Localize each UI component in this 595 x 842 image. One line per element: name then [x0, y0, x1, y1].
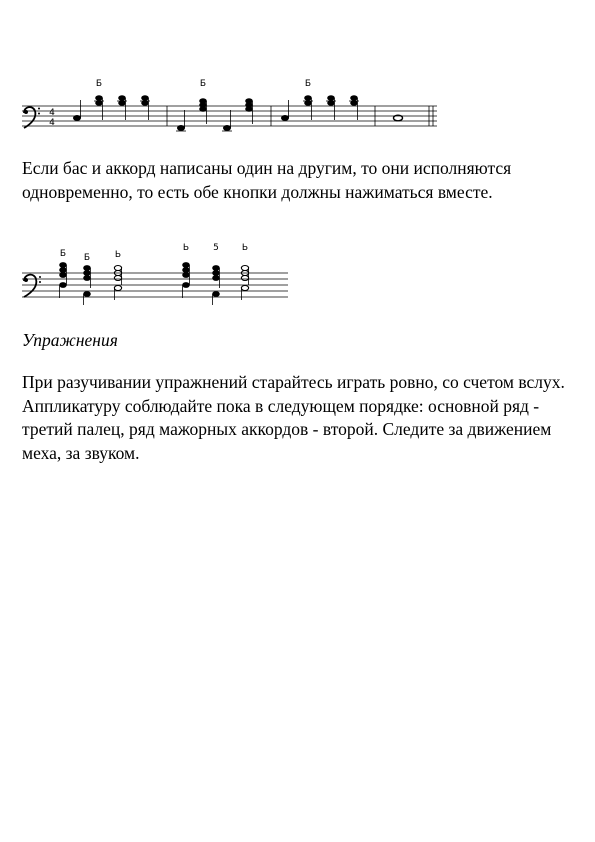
chord-label: Б — [83, 253, 91, 263]
chord-label: Б — [95, 79, 103, 89]
paragraph-simultaneous: Если бас и аккорд написаны один на другим, то они исполняются одновременно, то есть обе кнопки должны нажиматься вместе. — [22, 158, 512, 202]
chord-label: Ь — [182, 243, 190, 253]
chord-label: Ь — [241, 243, 249, 253]
chord-label: Б — [304, 79, 312, 89]
chord-label: Ь — [114, 250, 122, 260]
chord-label: Б — [59, 249, 67, 259]
chord-groups — [60, 263, 249, 306]
paragraph-exercises: При разучивании упражнений старайтесь играть ровно, со счетом вслух. Аппликатуру соблюдайте пока в следующем порядке: основной ряд - третий палец, ряд мажорных аккордов - второй. Следите за движением меха, за звуком. — [22, 372, 565, 463]
music-staff-2 — [0, 0, 595, 320]
chord-label: Б — [199, 79, 207, 89]
section-heading: Упражнения — [22, 330, 118, 350]
chord-label: 5 — [213, 243, 219, 253]
bass-clef-icon — [24, 275, 41, 297]
time-signature-top: 4 — [49, 108, 55, 118]
time-signature-bottom: 4 — [49, 118, 55, 128]
